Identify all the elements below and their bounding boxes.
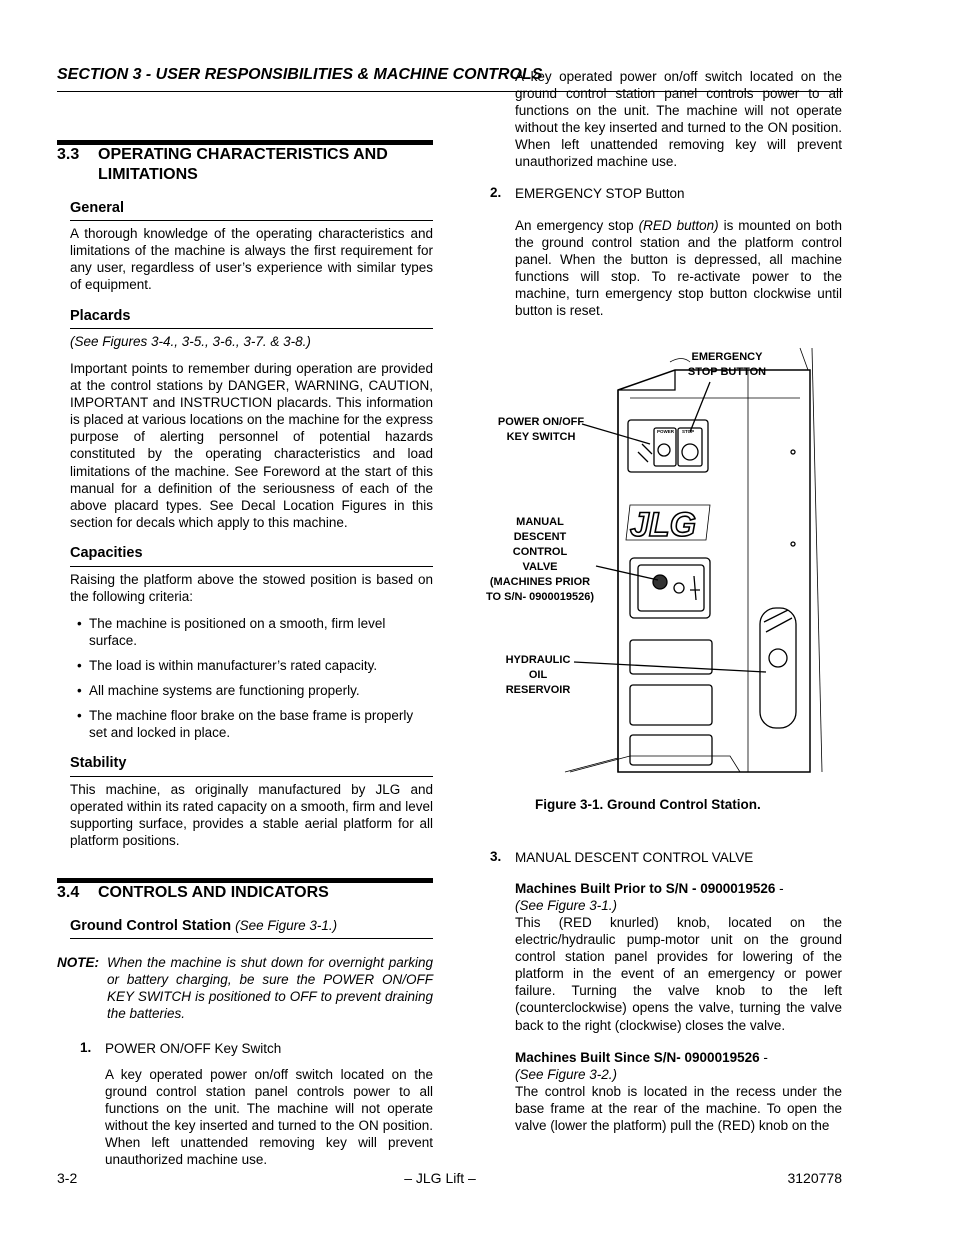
page-number: 3-2 <box>57 1170 78 1186</box>
heading-rule <box>70 938 433 939</box>
item-number: 3. <box>490 849 502 864</box>
item1-paragraph-continued <box>515 68 842 187</box>
item2-title: EMERGENCY STOP Button <box>515 186 685 201</box>
item2-paragraph: An emergency stop (RED button) is mounted on both the ground control station and the platform control panel. When the button is depressed, all machine functions will stop. To re-activate power to the machine, turn emergency stop button clockwise until button is reset. <box>515 218 842 319</box>
bullet-item: • The load is within manufacturer’s rated capacity. <box>77 658 378 673</box>
jlg-logo: JLG <box>630 506 697 544</box>
since-paragraph: The control knob is located in the recess under the base frame at the rear of the machine. To open the valve (lower the platform) pull the (RED) knob on the <box>515 1084 842 1134</box>
note-text: When the machine is shut down for overnight parking or battery charging, be sure the POWER ON/OFF KEY SWITCH is positioned to OFF to prevent draining the batteries. <box>107 955 433 1022</box>
section-title: CONTROLS AND INDICATORS <box>98 884 329 901</box>
bullet-item: • The machine floor brake on the base frame is properly set and locked in place. <box>77 708 414 741</box>
heading-rule <box>70 566 433 567</box>
stability-heading: Stability <box>70 755 127 771</box>
placards-see-figures: (See Figures 3-4., 3-5., 3-6., 3-7. & 3-8.) <box>70 334 311 349</box>
panel-power-label: POWER <box>657 429 675 434</box>
callout-hydraulic-reservoir: HYDRAULIC OIL RESERVOIR <box>505 654 571 696</box>
item1-paragraph-part1: A key operated power on/off switch located on the ground control station panel controls power to all functions on the unit. The machine will not operate without the key inserted and turned to the ON position. When left unattended removing key will prevent unauthorized machine use. <box>105 1067 433 1168</box>
section-header: SECTION 3 - USER RESPONSIBILITIES & MACHINE CONTROLS <box>57 66 543 83</box>
since-heading: Machines Built Since S/N- 0900019526 - <box>515 1050 768 1065</box>
placards-heading: Placards <box>70 308 131 324</box>
callout-emergency-stop: EMERGENCY STOP BUTTON <box>687 351 767 378</box>
heading-rule <box>70 776 433 777</box>
heading-rule <box>70 328 433 329</box>
section-number: 3.4 <box>57 884 80 901</box>
general-heading: General <box>70 200 124 216</box>
note-label: NOTE: <box>57 955 99 970</box>
callout-power-key-switch: POWER ON/OFF KEY SWITCH <box>497 416 585 443</box>
item-number: 1. <box>80 1040 92 1055</box>
item1-paragraph-overflow: A key operated power on/off switch located on the ground control station panel controls power to all functions on the unit. The machine will not operate without the key inserted and turned to the ON position. When left unattended removing key will prevent unauthorized machine use. <box>515 68 842 170</box>
document-number: 3120778 <box>787 1170 842 1186</box>
prior-paragraph: This (RED knurled) knob, located on the electric/hydraulic pump-motor unit on the ground control station panel provides for lowering of the platform in the event of an emergency or power failure. Turning the valve knob to the left (counterclockwise) opens the valve, turning the valve back to the right (clockwise) closes the valve. <box>515 915 842 1033</box>
footer-center: – JLG Lift – <box>404 1170 476 1186</box>
capacities-heading: Capacities <box>70 545 143 561</box>
ground-control-heading: Ground Control Station (See Figure 3-1.) <box>70 918 338 934</box>
section-number: 3.3 <box>57 146 80 163</box>
bullet-item: • All machine systems are functioning properly. <box>77 683 360 698</box>
general-paragraph: A thorough knowledge of the operating characteristics and limitations of the machine is always the first requirement for any user, regardless of user’s experience with similar types of equipment. <box>70 226 433 293</box>
prior-heading: Machines Built Prior to S/N - 0900019526 - <box>515 881 784 896</box>
item1-title: POWER ON/OFF Key Switch <box>105 1041 282 1056</box>
item3-title: MANUAL DESCENT CONTROL VALVE <box>515 850 754 865</box>
since-see-figure: (See Figure 3-2.) <box>515 1067 618 1082</box>
capacities-paragraph: Raising the platform above the stowed position is based on the following criteria: <box>70 572 433 605</box>
item-number: 2. <box>490 185 502 200</box>
placards-paragraph: Important points to remember during operation are provided at the control stations by DANGER, WARNING, CAUTION, IMPORTANT and INSTRUCTION placards. This information is placed at various locations on the machine for the express purpose of alerting personnel of potential hazards constituted by the operating characteristics and load limitations of the machine. See Foreword at the start of this manual for a definition of the seriousness of each of the above placard types. See Decal Location Figures in this section for decals which apply to this machine. <box>70 361 433 530</box>
section-3-4-title <box>57 883 433 903</box>
figure-caption: Figure 3-1. Ground Control Station. <box>535 797 761 812</box>
prior-see-figure: (See Figure 3-1.) <box>515 898 618 913</box>
heading-rule <box>70 220 433 221</box>
bullet-item: • The machine is positioned on a smooth, firm level surface. <box>77 616 386 649</box>
section-title-line2: LIMITATIONS <box>98 166 198 183</box>
stability-paragraph: This machine, as originally manufactured by JLG and operated within its rated capacity on a smooth, firm and level supporting surface, provides a stable aerial platform for all platform positions. <box>70 782 433 849</box>
callout-manual-descent: MANUAL DESCENT CONTROL VALVE (MACHINES PRIOR TO S/N- 0900019526) <box>485 516 595 603</box>
section-title-line1: OPERATING CHARACTERISTICS AND <box>98 146 388 163</box>
section-3-3-title <box>57 145 433 187</box>
panel-stop-label: STOP <box>682 429 695 434</box>
